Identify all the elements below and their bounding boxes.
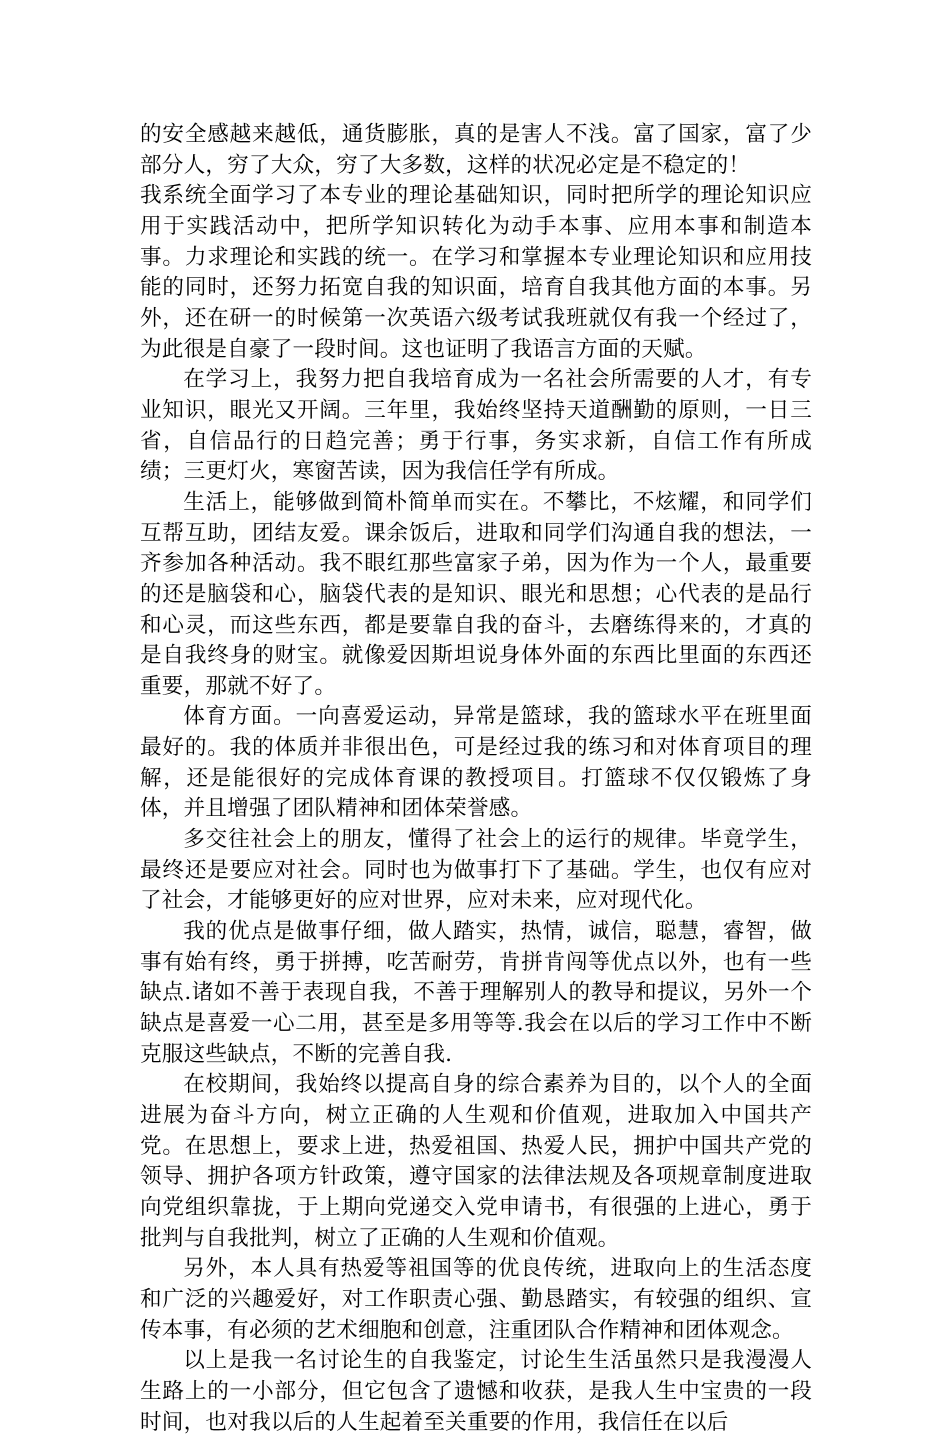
paragraph-8: 在校期间，我始终以提高自身的综合素养为目的，以个人的全面进展为奋斗方向，树立正确的人生观和价值观，进取加入中国共产党。在思想上，要求上进，热爱祖国、热爱人民，拥护中国共产党的领导、拥护各项方针政策，遵守国家的法律法规及各项规章制度进取向党组织靠拢，于上期向党递交入党申请书，有很强的上进心，勇于批判与自我批判，树立了正确的人生观和价值观。 (140, 1072, 812, 1251)
paragraph-10: 以上是我一名讨论生的自我鉴定，讨论生生活虽然只是我漫漫人生路上的一小部分，但它包含了遗憾和收获，是我人生中宝贵的一段时间，也对我以后的人生起着至关重要的作用，我信任在以后 (140, 1348, 812, 1435)
paragraph-7: 我的优点是做事仔细，做人踏实，热情，诚信，聪慧，睿智，做事有始有终，勇于拼搏，吃苦耐劳，肯拼肯闯等优点以外，也有一些缺点.诸如不善于表现自我，不善于理解别人的教导和提议，另外一个缺点是喜爱一心二用，甚至是多用等等.我会在以后的学习工作中不断克服这些缺点，不断的完善自我. (140, 919, 812, 1067)
paragraph-5: 体育方面。一向喜爱运动，异常是篮球，我的篮球水平在班里面最好的。我的体质并非很出色，可是经过我的练习和对体育项目的理解，还是能很好的完成体育课的教授项目。打篮球不仅仅锻炼了身体，并且增强了团队精神和团体荣誉感。 (140, 704, 812, 822)
paragraph-6: 多交往社会上的朋友，懂得了社会上的运行的规律。毕竟学生，最终还是要应对社会。同时也为做事打下了基础。学生，也仅有应对了社会，才能够更好的应对世界，应对未来，应对现代化。 (140, 827, 812, 914)
paragraph-9: 另外，本人具有热爱等祖国等的优良传统，进取向上的生活态度和广泛的兴趣爱好，对工作职责心强、勤恳踏实，有较强的组织、宣传本事，有必须的艺术细胞和创意，注重团队合作精神和团体观念。 (140, 1256, 812, 1343)
document-page (140, 120, 812, 1438)
paragraph-3: 在学习上，我努力把自我培育成为一名社会所需要的人才，有专业知识，眼光又开阔。三年里，我始终坚持天道酬勤的原则，一日三省，自信品行的日趋完善；勇于行事，务实求新，自信工作有所成绩；三更灯火，寒窗苦读，因为我信任学有所成。 (140, 367, 812, 485)
paragraph-1: 的安全感越来越低，通货膨胀，真的是害人不浅。富了国家，富了少部分人，穷了大众，穷了大多数，这样的状况必定是不稳定的！ (140, 122, 812, 178)
paragraph-2: 我系统全面学习了本专业的理论基础知识，同时把所学的理论知识应用于实践活动中，把所学知识转化为动手本事、应用本事和制造本事。力求理论和实践的统一。在学习和掌握本专业理论知识和应用技能的同时，还努力拓宽自我的知识面，培育自我其他方面的本事。另外，还在研一的时候第一次英语六级考试我班就仅有我一个经过了，为此很是自豪了一段时间。这也证明了我语言方面的天赋。 (140, 183, 812, 362)
paragraph-4: 生活上，能够做到简朴简单而实在。不攀比，不炫耀，和同学们互帮互助，团结友爱。课余饭后，进取和同学们沟通自我的想法，一齐参加各种活动。我不眼红那些富家子弟，因为作为一个人，最重要的还是脑袋和心，脑袋代表的是知识、眼光和思想；心代表的是品行和心灵，而这些东西，都是要靠自我的奋斗，去磨练得来的，才真的是自我终身的财宝。就像爱因斯坦说身体外面的东西比里面的东西还重要，那就不好了。 (140, 489, 812, 699)
